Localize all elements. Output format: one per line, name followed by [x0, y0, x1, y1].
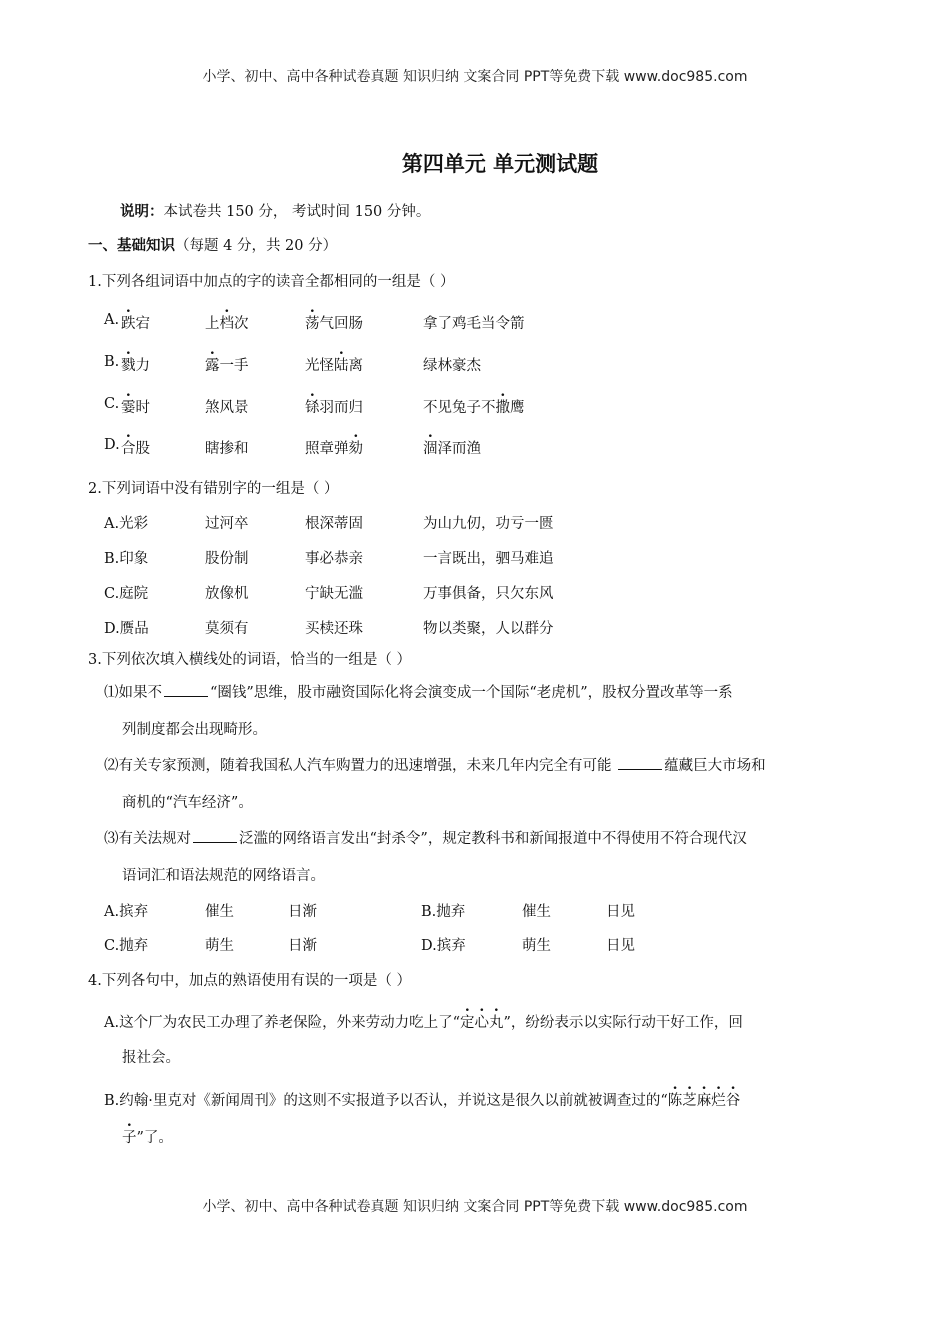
- q1-c-word1: [121, 396, 150, 417]
- note-text: 本试卷共 150 分， 考试时间 150 分钟。: [163, 204, 431, 220]
- fill-blank: [618, 755, 662, 770]
- dotted-char: 霎: [121, 400, 136, 416]
- q1-b-word3: [305, 354, 363, 375]
- q3-a-3: 日渐: [288, 904, 317, 920]
- q2-c-col1: C.庭院: [104, 586, 149, 602]
- dotted-char: 档: [219, 316, 234, 332]
- dotted-char: 烂: [711, 1093, 726, 1109]
- char: 宕: [135, 316, 150, 332]
- q3-a-2: 催生: [205, 904, 234, 920]
- q1-b-word2: [205, 354, 249, 375]
- fill-blank: [164, 682, 208, 697]
- page-footer: 小学、初中、高中各种试卷真题 知识归纳 文案合同 PPT等免费下载 www.doc985.com: [202, 1199, 748, 1215]
- q3-stem: 3.下列依次填入横线处的词语，恰当的一组是（ ）: [88, 652, 411, 668]
- page-header: 小学、初中、高中各种试卷真题 知识归纳 文案合同 PPT等免费下载 www.doc985.com: [202, 69, 748, 85]
- q3-b-1: B.抛弃: [421, 904, 466, 920]
- sentence-text: 泛滥的网络语言发出“封杀令”，规定教科书和新闻报道中不得使用不符合现代汉: [239, 831, 747, 847]
- q2-b-col3: 事必恭亲: [305, 551, 363, 567]
- sentence-text: “圈钱”思维，股市融资国际化将会演变成一个国际“老虎机”，股权分置改革等一系: [210, 685, 733, 701]
- test-note: [120, 200, 430, 221]
- dotted-char: 丸: [489, 1015, 504, 1031]
- q2-a-col1: A.光彩: [104, 516, 149, 532]
- sentence-text: ”了。: [136, 1130, 173, 1146]
- dotted-char: 谷: [725, 1093, 741, 1109]
- dotted-char: 涸: [423, 441, 438, 457]
- sentence-text: A.这个厂为农民工办理了养老保险，外来劳动力吃上了“: [104, 1015, 460, 1031]
- dotted-char: 撒: [495, 400, 510, 416]
- q1-stem: 1.下列各组词语中加点的字的读音全都相同的一组是（ ）: [88, 274, 455, 290]
- q2-d-col3: 买椟还珠: [305, 621, 363, 637]
- q3-a-1: A.摈弃: [104, 904, 149, 920]
- q1-c-word4: [423, 396, 525, 417]
- sentence-text: ”，纷纷表示以实际行动干好工作，回: [503, 1015, 743, 1031]
- dotted-char: 心: [474, 1015, 489, 1031]
- dotted-char: 荡: [305, 316, 320, 332]
- q1-b-word4: 绿林豪杰: [423, 358, 481, 374]
- q4-option-a-cont: 报社会。: [122, 1050, 180, 1066]
- q2-c-col2: 放像机: [205, 586, 249, 602]
- q1-d-word3: [305, 437, 363, 458]
- q2-b-col2: 股份制: [205, 551, 249, 567]
- char: 不见兔子不: [423, 400, 496, 416]
- sentence-text: 蕴藏巨大市场和: [664, 758, 766, 774]
- q1-c-word2: 煞风景: [205, 400, 249, 416]
- char: 时: [135, 400, 150, 416]
- q3-c-3: 日渐: [288, 938, 317, 954]
- q3-b-2: 催生: [522, 904, 551, 920]
- q2-a-col2: 过河卒: [205, 516, 249, 532]
- q1-b-label: B.: [104, 354, 120, 370]
- char: 光怪: [305, 358, 334, 374]
- q1-d-word4: [423, 437, 481, 458]
- sentence-text: B.约翰·里克对《新闻周刊》的这则不实报道予以否认，并说这是很久以前就被调查过的“: [104, 1093, 668, 1109]
- q3-sentence1: [104, 681, 733, 702]
- dotted-char: 陈: [667, 1093, 683, 1109]
- q3-sentence3: [104, 827, 747, 848]
- q1-d-label: D.: [104, 437, 120, 453]
- q2-a-col3: 根深蒂固: [305, 516, 363, 532]
- sentence-text: ⑴如果不: [104, 685, 162, 701]
- q3-b-3: 日见: [606, 904, 635, 920]
- dotted-char: 合: [121, 441, 136, 457]
- note-label: 说明：: [120, 204, 164, 220]
- q2-c-col3: 宁缺无滥: [305, 586, 363, 602]
- dotted-char: 芝: [682, 1093, 697, 1109]
- q1-c-label: C.: [104, 396, 120, 412]
- sentence-text: ⑵有关专家预测，随着我国私人汽车购置力的迅速增强，未来几年内完全有可能: [104, 758, 617, 774]
- char: 羽而归: [319, 400, 363, 416]
- dotted-char: 铩: [305, 400, 320, 416]
- fill-blank: [193, 828, 237, 843]
- dotted-char: 露: [205, 358, 220, 374]
- page-title: 第四单元 单元测试题: [401, 152, 599, 176]
- dotted-char: 戮: [121, 358, 136, 374]
- q2-c-col4: 万事俱备，只欠东风: [423, 586, 554, 602]
- q3-sentence2: [104, 754, 766, 775]
- char: 气回肠: [319, 316, 363, 332]
- char: 泽而渔: [437, 441, 481, 457]
- q1-c-word3: [305, 396, 363, 417]
- section-score: （每题 4 分，共 20 分）: [175, 238, 338, 254]
- q2-d-col1: D.赝品: [104, 621, 149, 637]
- q1-a-word4: 拿了鸡毛当令箭: [423, 316, 525, 332]
- dotted-char: 劾: [348, 441, 363, 457]
- q2-d-col4: 物以类聚，人以群分: [423, 621, 554, 637]
- q2-b-col4: 一言既出，驷马难追: [423, 551, 554, 567]
- dotted-char: 定: [460, 1015, 475, 1031]
- q3-c-1: C.抛弃: [104, 938, 149, 954]
- q3-d-3: 日见: [606, 938, 635, 954]
- dotted-char: 跌: [121, 316, 136, 332]
- q3-d-2: 萌生: [522, 938, 551, 954]
- char: 上: [205, 316, 220, 332]
- q1-a-word2: [205, 312, 249, 333]
- section-heading: [88, 234, 337, 255]
- q4-option-b: [104, 1089, 740, 1110]
- q3-d-1: D.摈弃: [421, 938, 466, 954]
- q1-a-word3: [305, 312, 363, 333]
- q2-stem: 2.下列词语中没有错别字的一组是（ ）: [88, 481, 339, 497]
- q1-d-word1: [121, 437, 150, 458]
- q3-c-2: 萌生: [205, 938, 234, 954]
- char: 一手: [219, 358, 249, 374]
- char: 鹰: [510, 400, 525, 416]
- q1-a-label: A.: [104, 312, 120, 328]
- section-label: 一、基础知识: [88, 238, 175, 254]
- char: 股: [135, 441, 150, 457]
- char: 次: [234, 316, 249, 332]
- char: 照章弹: [305, 441, 349, 457]
- q4-option-a: [104, 1011, 743, 1032]
- dotted-char: 子: [122, 1130, 137, 1146]
- q1-d-word2: 瞎掺和: [205, 441, 249, 457]
- q4-option-b-cont: [122, 1126, 173, 1147]
- q3-sentence3-cont: 语词汇和语法规范的网络语言。: [122, 868, 325, 884]
- q1-b-word1: [121, 354, 150, 375]
- q2-d-col2: 莫须有: [205, 621, 249, 637]
- sentence-text: ⑶有关法规对: [104, 831, 191, 847]
- dotted-char: 麻: [696, 1093, 712, 1109]
- char: 力: [135, 358, 150, 374]
- q2-b-col1: B.印象: [104, 551, 149, 567]
- q3-sentence2-cont: 商机的“汽车经济”。: [122, 795, 253, 811]
- q4-stem: 4.下列各句中，加点的熟语使用有误的一项是（ ）: [88, 973, 411, 989]
- q1-a-word1: [121, 312, 150, 333]
- q3-sentence1-cont: 列制度都会出现畸形。: [122, 722, 267, 738]
- char: 离: [348, 358, 363, 374]
- dotted-char: 陆: [334, 358, 349, 374]
- q2-a-col4: 为山九仞，功亏一匮: [423, 516, 554, 532]
